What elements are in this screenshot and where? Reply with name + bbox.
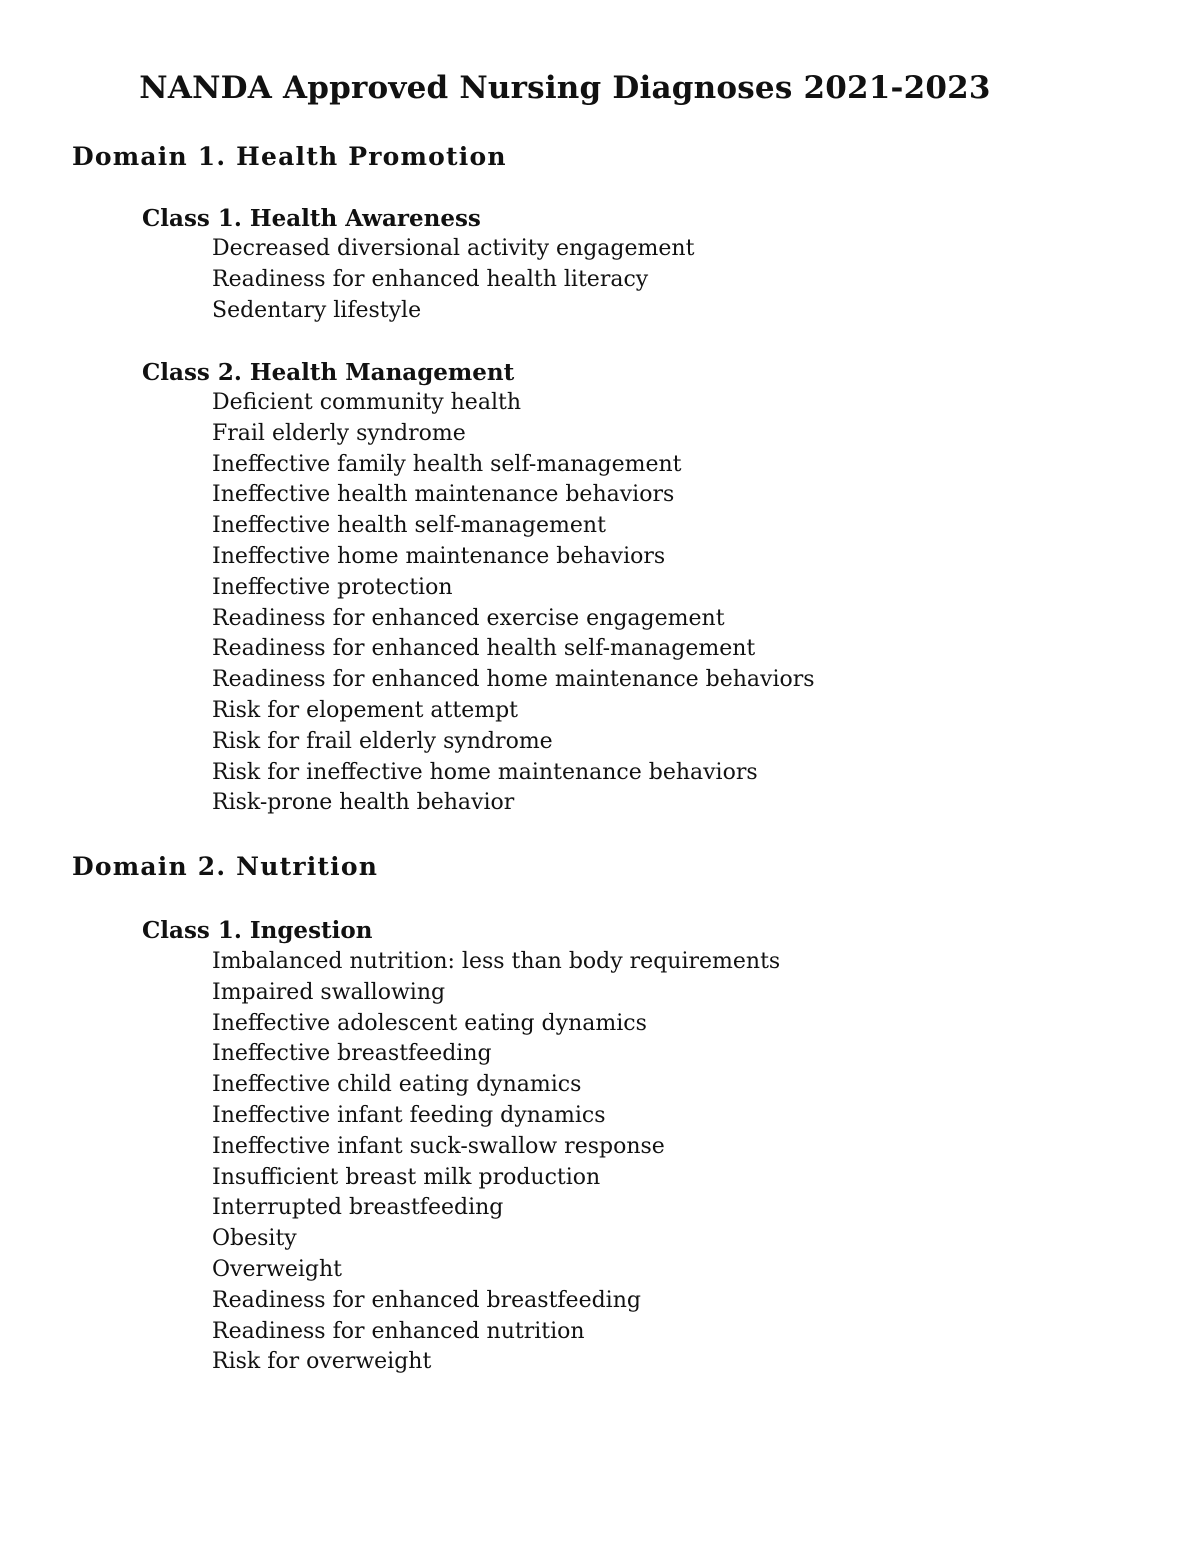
diagnosis-item: Readiness for enhanced home maintenance behaviors [212,667,815,693]
class-heading: Class 1. Ingestion [142,917,373,944]
diagnosis-item: Ineffective health self-management [212,513,606,539]
diagnosis-item: Obesity [212,1226,297,1252]
diagnosis-item: Decreased diversional activity engagement [212,236,695,261]
diagnosis-item: Readiness for enhanced nutrition [212,1318,585,1344]
diagnosis-item: Ineffective infant feeding dynamics [212,1102,606,1128]
diagnosis-item: Readiness for enhanced health self-management [212,636,756,662]
class-heading: Class 2. Health Management [142,359,515,386]
diagnosis-item: Interrupted breastfeeding [212,1195,504,1221]
diagnosis-item: Insufficient breast milk production [212,1164,601,1190]
diagnosis-item: Imbalanced nutrition: less than body requirements [212,949,781,974]
diagnosis-item: Risk-prone health behavior [212,790,515,816]
diagnosis-item: Ineffective breastfeeding [212,1041,492,1067]
diagnosis-item: Readiness for enhanced exercise engagement [212,605,725,631]
diagnosis-item: Ineffective family health self-management [212,451,682,477]
domain-heading: Domain 2. Nutrition [72,852,379,881]
diagnosis-item: Ineffective protection [212,574,453,600]
diagnosis-item: Sedentary lifestyle [212,297,422,323]
diagnosis-list [212,388,815,819]
diagnosis-item: Ineffective infant suck-swallow response [212,1133,665,1159]
diagnosis-item: Risk for overweight [212,1349,432,1375]
diagnosis-item: Risk for frail elderly syndrome [212,728,553,754]
diagnosis-item: Ineffective adolescent eating dynamics [212,1010,647,1036]
diagnosis-item: Readiness for enhanced health literacy [212,266,649,292]
diagnosis-list [212,947,780,1378]
diagnosis-list [212,234,694,326]
document-title: NANDA Approved Nursing Diagnoses 2021-2023 [139,70,991,106]
diagnosis-item: Readiness for enhanced breastfeeding [212,1287,641,1313]
diagnosis-item: Overweight [212,1256,342,1282]
diagnosis-item: Ineffective child eating dynamics [212,1072,582,1098]
diagnosis-item: Risk for ineffective home maintenance behaviors [212,759,758,785]
diagnosis-item: Impaired swallowing [212,979,446,1005]
diagnosis-item: Ineffective health maintenance behaviors [212,482,675,508]
domain-heading: Domain 1. Health Promotion [72,142,507,171]
diagnosis-item: Frail elderly syndrome [212,420,466,446]
diagnosis-item: Risk for elopement attempt [212,697,519,723]
diagnosis-item: Ineffective home maintenance behaviors [212,543,666,569]
class-heading: Class 1. Health Awareness [142,205,481,232]
diagnosis-item: Deficient community health [212,390,521,415]
